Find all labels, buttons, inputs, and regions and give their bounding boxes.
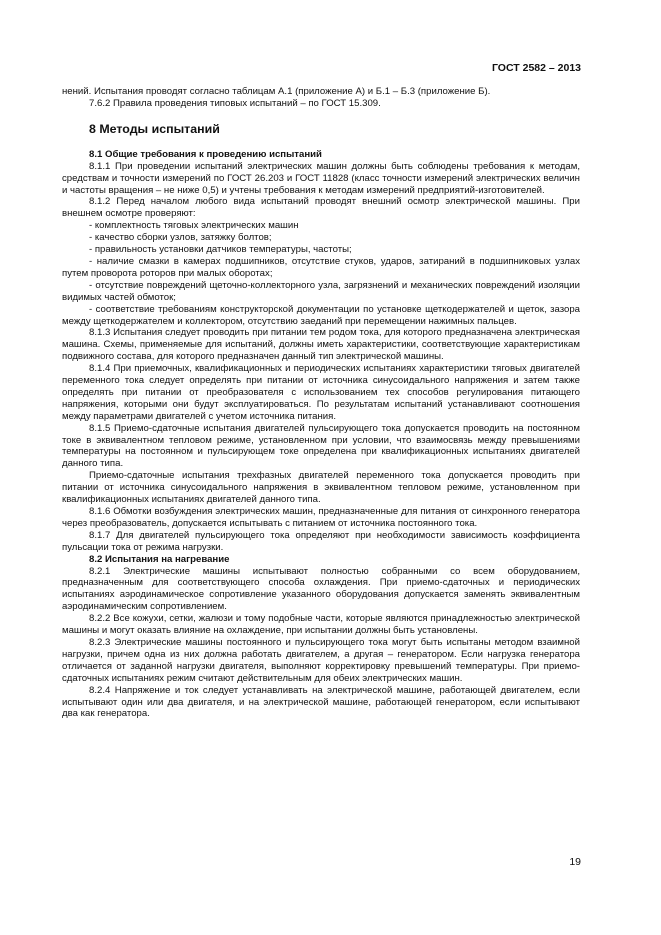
body-paragraph: 8.1.7 Для двигателей пульсирующего тока определяют при необходимости зависимость коэффициента пульсации тока от режима нагрузки. <box>62 529 580 553</box>
subsection-heading: 8.1 Общие требования к проведению испытаний <box>89 148 322 160</box>
body-paragraph: 8.1.6 Обмотки возбуждения электрических машин, предназначенные для питания от синхронного генератора через преобразователь, допускается испытывать с питанием от источника постоянного тока. <box>62 506 580 529</box>
body-paragraph: 8.1.3 Испытания следует проводить при питании тем родом тока, для которого предназначена электрическая машина. Схемы, применяемые для испытаний, должны иметь характеристики, соответствующие характеристикам подвижного состава, для которого предназначен данный тип электрической машины. <box>62 327 580 363</box>
document-id-header: ГОСТ 2582 – 2013 <box>491 62 581 74</box>
page-number: 19 <box>569 856 581 868</box>
document-body <box>62 86 580 720</box>
list-item: - качество сборки узлов, затяжку болтов; <box>89 232 272 244</box>
body-paragraph: 8.2.4 Напряжение и ток следует устанавливать на электрической машине, работающей двигателем, если испытывают один или два двигателя, и на электрической машине, работающей генератором, если испытывают два как генератора. <box>62 684 580 720</box>
body-paragraph: Приемо-сдаточные испытания трехфазных двигателей переменного тока допускается проводить при питании от источника синусоидального напряжения в эквивалентном тепловом режиме, установленном при квалификационных испытаниях двигателей данного типа. <box>62 470 580 506</box>
body-paragraph: 8.2.1 Электрические машины испытывают полностью собранными со всем оборудованием, предназначенным для соответствующего способа охлаждения. При приемо-сдаточных и периодических испытаниях аэродинамическое сопротивление указанного оборудования допускается заменять эквивалентным аэродинамическим сопротивлением. <box>62 565 580 613</box>
body-paragraph: 7.6.2 Правила проведения типовых испытаний – по ГОСТ 15.309. <box>89 97 381 109</box>
list-item: - отсутствие повреждений щеточно-коллекторного узла, загрязнений и механических повреждений изоляции видимых частей обмоток; <box>62 279 580 303</box>
body-paragraph: 8.1.1 При проведении испытаний электрических машин должны быть соблюдены требования к методам, средствам и точности измерений по ГОСТ 26.203 и ГОСТ 11828 (класс точности измерений электрических величин и частоты вращения – не ниже 0,5) и учтены требования к методам измерений предприятий-изготовителей. <box>62 160 580 196</box>
list-item: - наличие смазки в камерах подшипников, отсутствие стуков, ударов, затираний в подшипниковых узлах путем проворота роторов при малых оборотах; <box>62 255 580 279</box>
list-item: - правильность установки датчиков температуры, частоты; <box>89 244 352 256</box>
body-paragraph: 8.1.4 При приемочных, квалификационных и периодических испытаниях характеристики тяговых двигателей переменного тока следует определять при питании от источника синусоидального напряжения и затем также определять при питании от преобразователя с использованием тех способов регулирования питающего напряжения, которыми они будут эксплуатироваться. По результатам испытаний устанавливают соотношения между параметрами двигателей с учетом источника питания. <box>62 363 580 422</box>
body-paragraph: 8.1.5 Приемо-сдаточные испытания двигателей пульсирующего тока допускается проводить на постоянном токе в эквивалентном тепловом режиме, установленном при условии, что взаимосвязь между превышениями температуры на постоянном и пульсирующем токе определена при квалификационных испытаниях двигателей данного типа. <box>62 422 580 470</box>
section-heading: 8 Методы испытаний <box>89 121 220 136</box>
list-item: - комплектность тяговых электрических машин <box>89 220 299 232</box>
subsection-heading: 8.2 Испытания на нагревание <box>89 553 230 565</box>
body-paragraph: нений. Испытания проводят согласно таблицам А.1 (приложение А) и Б.1 – Б.3 (приложение Б). <box>62 86 491 97</box>
body-paragraph: 8.2.2 Все кожухи, сетки, жалюзи и тому подобные части, которые являются принадлежностью электрической машины и могут оказать влияние на охлаждение, при испытании должны быть установлены. <box>62 613 580 637</box>
list-item: - соответствие требованиям конструкторской документации по установке щеткодержателей и щеток, зазора между щеткодержателем и коллектором, отсутствию заеданий при перемещении нажимных пальцев. <box>62 303 580 327</box>
body-paragraph: 8.1.2 Перед началом любого вида испытаний проводят внешний осмотр электрической машины. При внешнем осмотре проверяют: <box>62 196 580 220</box>
body-paragraph: 8.2.3 Электрические машины постоянного и пульсирующего тока могут быть испытаны методом взаимной нагрузки, причем одна из них должна работать двигателем, а другая – генератором. Если нагрузка генератора отличается от заданной нагрузки двигателя, выполняют корректировку превышений температуры. При приемо-сдаточных испытаниях режим считают действительным для обеих электрических машин. <box>62 636 580 684</box>
